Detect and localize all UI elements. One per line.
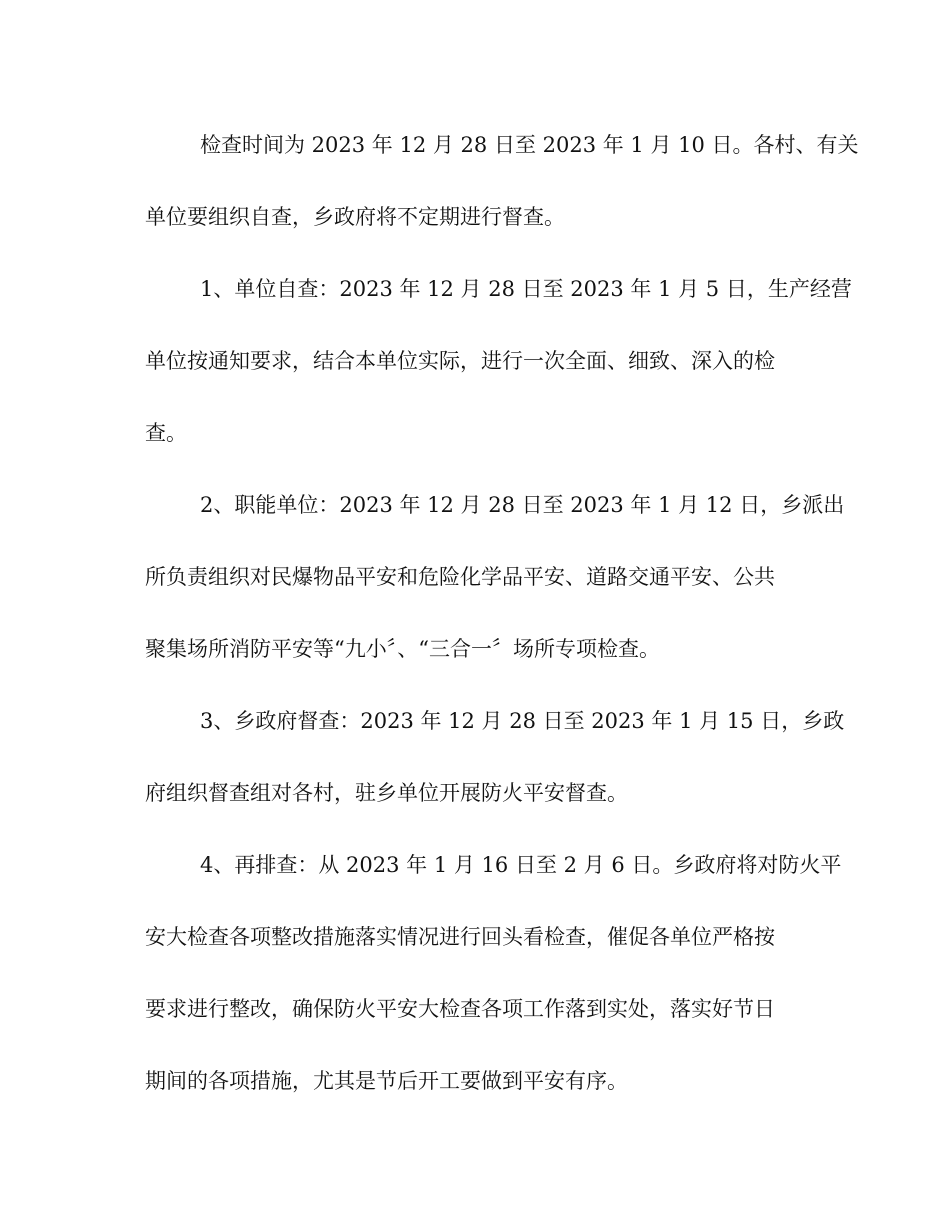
paragraph-line: 3、乡政府督查：2023 年 12 月 28 日至 2023 年 1 月 15 日，乡政 [200, 709, 845, 733]
paragraph-line: 2、职能单位：2023 年 12 月 28 日至 2023 年 1 月 12 日，乡派出 [200, 493, 845, 517]
paragraph-line: 查。 [145, 421, 187, 445]
document-body [145, 109, 859, 1117]
paragraph-item-1 [145, 253, 852, 469]
paragraph-item-3 [145, 685, 845, 829]
paragraph-line: 安大检查各项整改措施落实情况进行回头看检查，催促各单位严格按 [145, 925, 775, 949]
paragraph-line: 期间的各项措施，尤其是节后开工要做到平安有序。 [145, 1069, 628, 1093]
paragraph-intro [145, 109, 859, 253]
paragraph-line: 所负责组织对民爆物品平安和危险化学品平安、道路交通平安、公共 [145, 565, 775, 589]
paragraph-line: 单位要组织自查，乡政府将不定期进行督查。 [145, 205, 565, 229]
paragraph-line: 要求进行整改，确保防火平安大检查各项工作落到实处，落实好节日 [145, 997, 775, 1021]
paragraph-line: 4、再排查：从 2023 年 1 月 16 日至 2 月 6 日。乡政府将对防火平 [200, 853, 842, 877]
paragraph-line: 单位按通知要求，结合本单位实际，进行一次全面、细致、深入的检 [145, 349, 775, 373]
paragraph-line: 聚集场所消防平安等“九小〞、“三合一〞场所专项检查。 [145, 637, 660, 661]
paragraph-item-4 [145, 829, 842, 1117]
paragraph-item-2 [145, 469, 845, 685]
paragraph-line: 检查时间为 2023 年 12 月 28 日至 2023 年 1 月 10 日。各村、有关 [200, 133, 859, 157]
paragraph-line: 府组织督查组对各村，驻乡单位开展防火平安督查。 [145, 781, 628, 805]
paragraph-line: 1、单位自查：2023 年 12 月 28 日至 2023 年 1 月 5 日，生产经营 [200, 277, 852, 301]
